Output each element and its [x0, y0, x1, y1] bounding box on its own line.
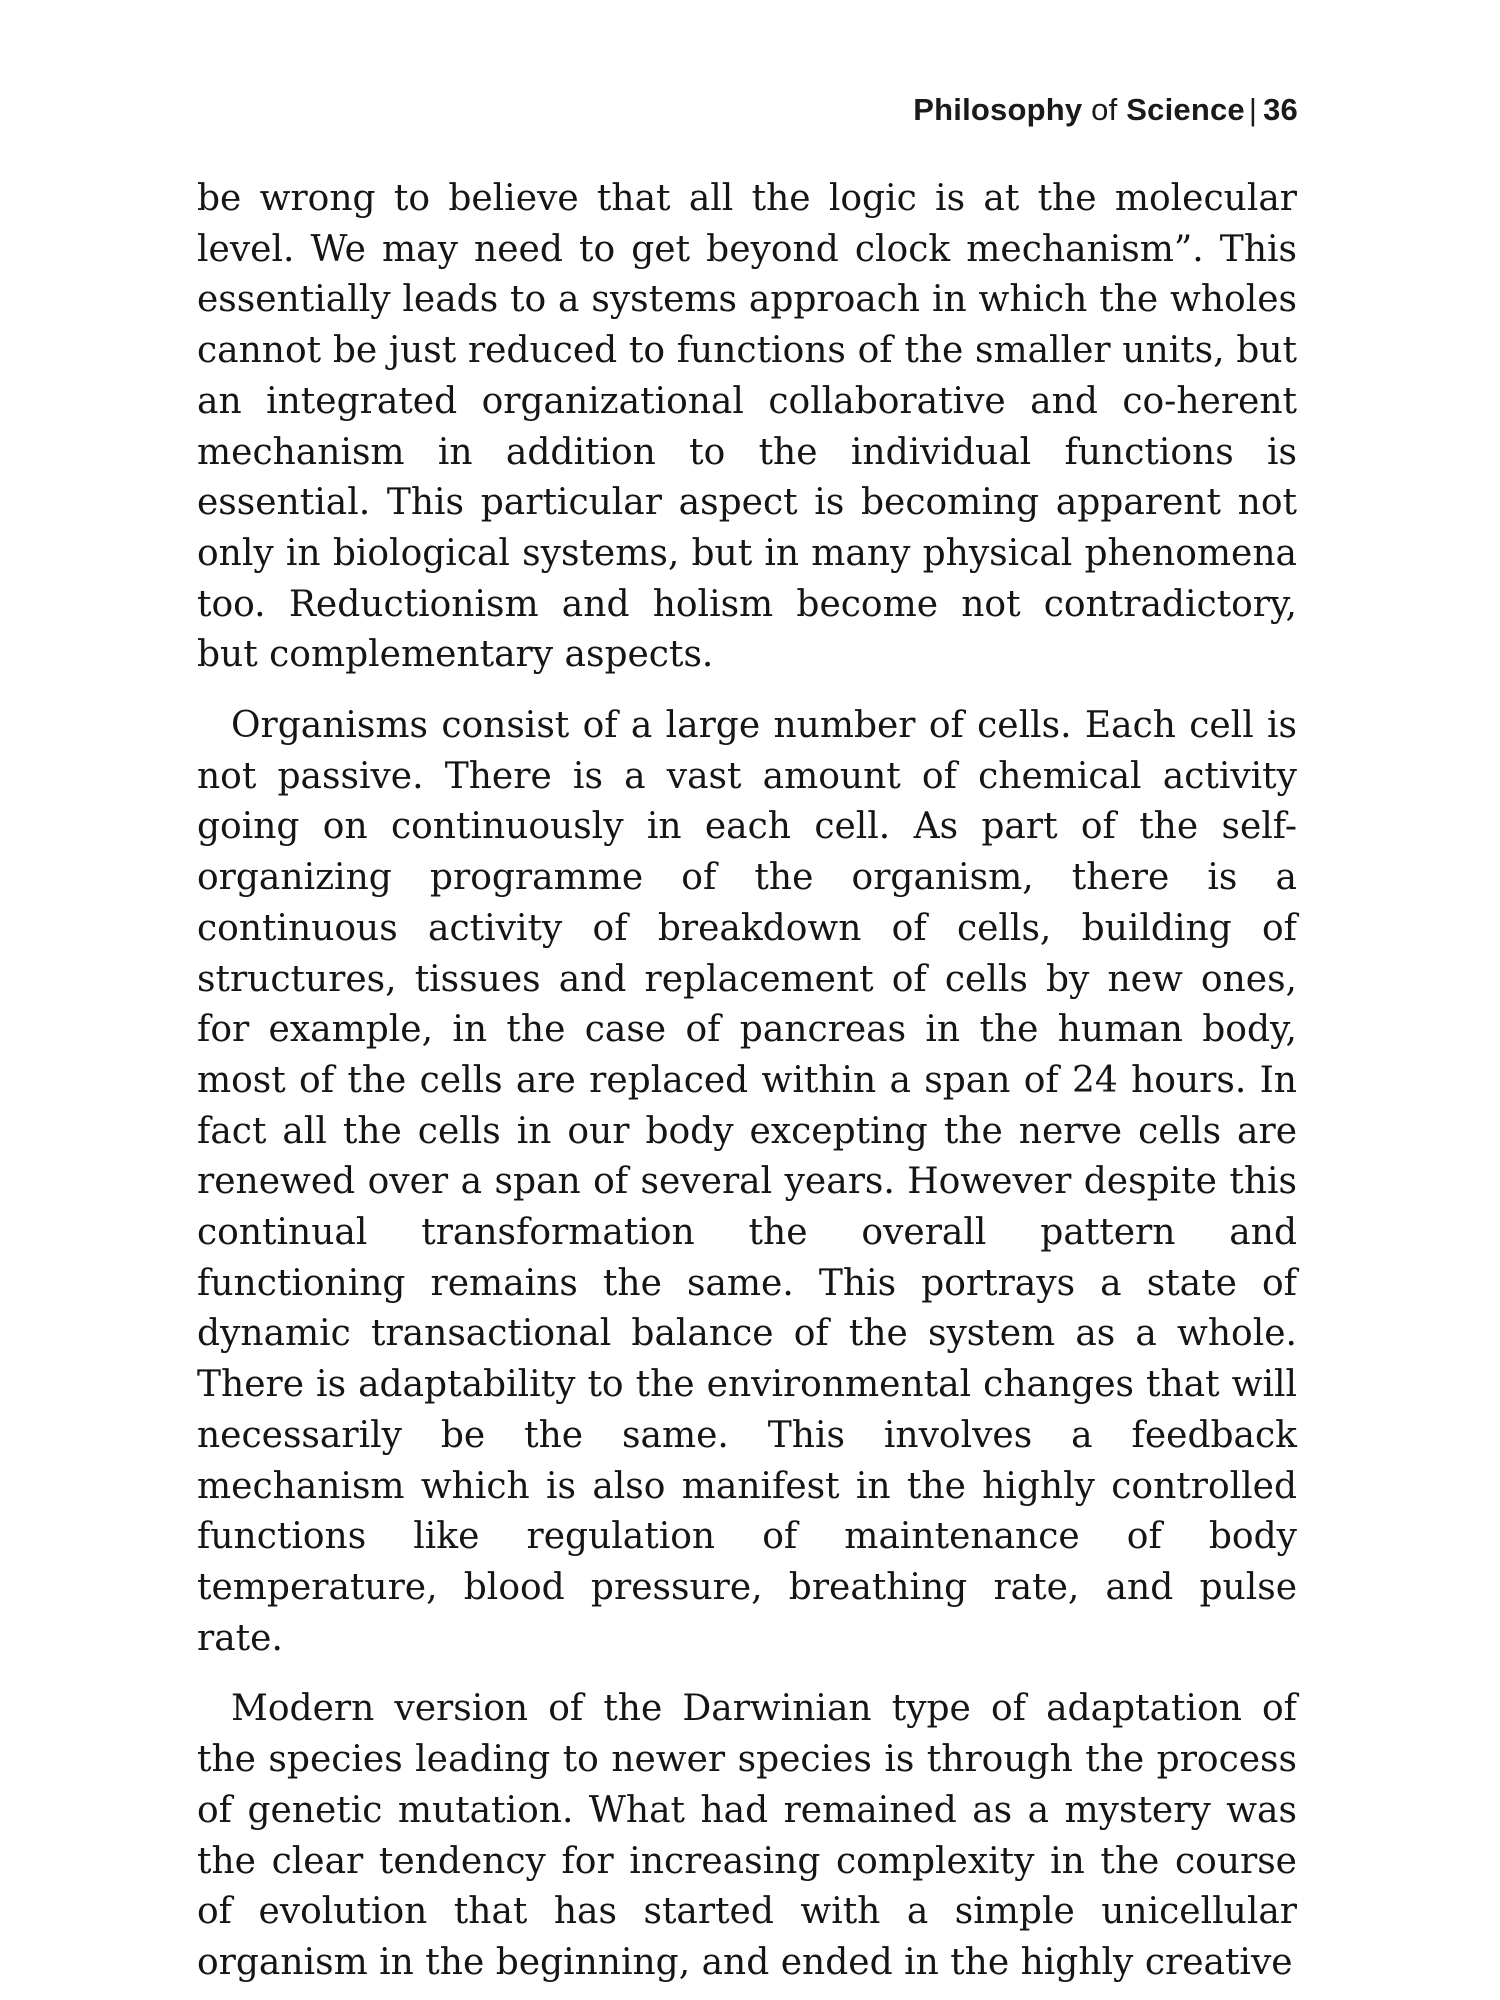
page-number: 36 [1263, 92, 1298, 127]
header-title-of: of [1091, 92, 1118, 127]
body-text [197, 174, 1297, 1989]
paragraph-organisms: Organisms consist of a large number of cells. Each cell is not passive. There is a vast amount of chemical activity going on continuously in each cell. As part of the self-organizing programme of the organism, there is a continuous activity of breakdown of cells, building of structures, tissues and replacement of cells by new ones, for example, in the case of pancreas in the human body, most of the cells are replaced within a span of 24 hours. In fact all the cells in our body excepting the nerve cells are renewed over a span of several years. However despite this continual transformation the overall pattern and functioning remains the same. This portrays a state of dynamic transactional balance of the system as a whole. There is adaptability to the environmental changes that will necessarily be the same. This involves a feedback mechanism which is also manifest in the highly controlled functions like regulation of maintenance of body temperature, blood pressure, breathing rate, and pulse rate. [197, 705, 1297, 1659]
header-separator: | [1248, 92, 1258, 127]
paragraph-darwinian: Modern version of the Darwinian type of adaptation of the species leading to newer species is through the process of genetic mutation. What had remained as a mystery was the clear tendency for increasing complexity in the course of evolution that has started with a simple unicellular organism in the beginning, and ended in the highly creative [197, 1688, 1297, 1983]
header-title-science: Science [1126, 92, 1245, 127]
paragraph-continued: be wrong to believe that all the logic is at the molecular level. We may need to get beyond clock mechanism”. This essentially leads to a systems approach in which the wholes cannot be just reduced to functions of the smaller units, but an integrated organizational collaborative and co-herent mechanism in addition to the individual functions is essential. This particular aspect is becoming apparent not only in biological systems, but in many physical phenomena too. Reductionism and holism become not contradictory, but complementary aspects. [197, 178, 1297, 676]
running-header [913, 92, 1298, 128]
header-title-philosophy: Philosophy [913, 92, 1083, 127]
